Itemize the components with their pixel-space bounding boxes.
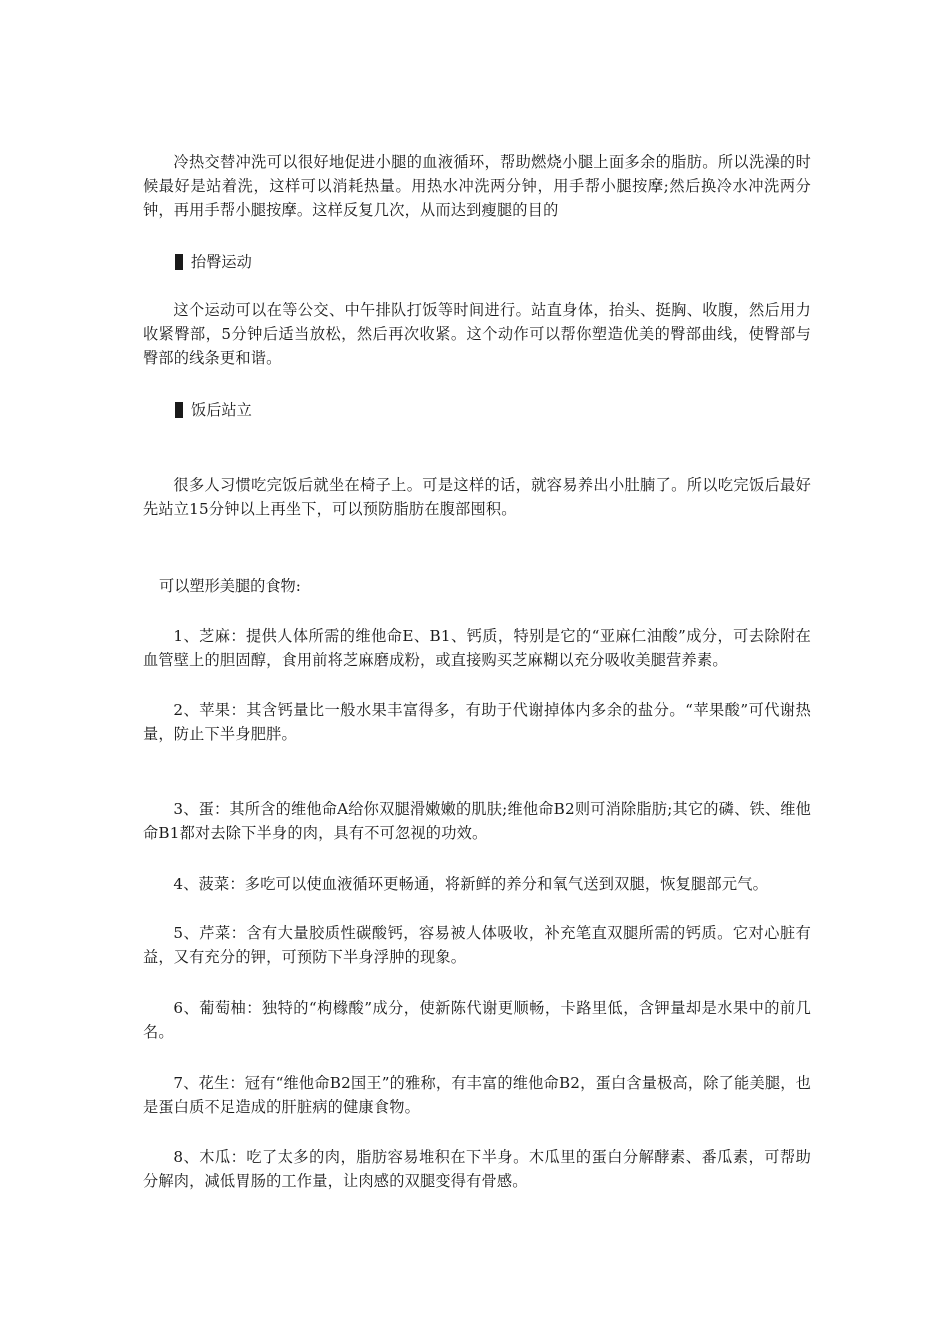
food-item-egg: 3、蛋：其所含的维他命A给你双腿滑嫩嫩的肌肤;维他命B2则可消除脂肪;其它的磷、铁、维他命B1都对去除下半身的肉，具有不可忽视的功效。 <box>143 800 812 842</box>
paragraph-hip-lift: 这个运动可以在等公交、中午排队打饭等时间进行。站直身体，抬头、挺胸、收腹，然后用力收紧臀部，5分钟后适当放松，然后再次收紧。这个动作可以帮你塑造优美的臀部曲线，使臀部与臀部的线条更和谐。 <box>143 301 811 367</box>
bullet-bar-icon <box>175 254 183 270</box>
food-item-apple: 2、苹果：其含钙量比一般水果丰富得多，有助于代谢掉体内多余的盐分。“苹果酸”可代谢热量，防止下半身肥胖。 <box>143 701 811 743</box>
section-heading-hip-lift <box>175 250 252 274</box>
food-item-spinach: 4、菠菜：多吃可以使血液循环更畅通，将新鲜的养分和氧气送到双腿，恢复腿部元气。 <box>173 875 768 893</box>
food-item-papaya: 8、木瓜：吃了太多的肉，脂肪容易堆积在下半身。木瓜里的蛋白分解酵素、番瓜素，可帮助分解肉，减低胃肠的工作量，让肉感的双腿变得有骨感。 <box>143 1148 811 1190</box>
section-heading-stand-after-meal <box>175 398 252 422</box>
food-item-sesame: 1、芝麻：提供人体所需的维他命E、B1、钙质，特别是它的“亚麻仁油酸”成分，可去除附在血管壁上的胆固醇，食用前将芝麻磨成粉，或直接购买芝麻糊以充分吸收美腿营养素。 <box>143 627 811 669</box>
paragraph-stand-after-meal: 很多人习惯吃完饭后就坐在椅子上。可是这样的话，就容易养出小肚腩了。所以吃完饭后最好先站立15分钟以上再坐下，可以预防脂肪在腹部囤积。 <box>143 476 811 518</box>
paragraph-hot-cold-shower: 冷热交替冲洗可以很好地促进小腿的血液循环，帮助燃烧小腿上面多余的脂肪。所以洗澡的时候最好是站着洗，这样可以消耗热量。用热水冲洗两分钟，用手帮小腿按摩;然后换冷水冲洗两分钟，再用手帮小腿按摩。这样反复几次，从而达到瘦腿的目的 <box>143 153 811 219</box>
bullet-bar-icon <box>175 402 183 418</box>
foods-list-label: 可以塑形美腿的食物: <box>159 577 301 595</box>
food-item-celery: 5、芹菜：含有大量胶质性碳酸钙，容易被人体吸收，补充笔直双腿所需的钙质。它对心脏有益，又有充分的钾，可预防下半身浮肿的现象。 <box>143 924 811 966</box>
section-heading-text: 饭后站立 <box>191 401 252 419</box>
section-heading-text: 抬臀运动 <box>191 253 252 271</box>
food-item-peanut: 7、花生：冠有“维他命B2国王”的雅称，有丰富的维他命B2，蛋白含量极高，除了能美腿，也是蛋白质不足造成的肝脏病的健康食物。 <box>143 1074 811 1116</box>
food-item-grapefruit: 6、葡萄柚：独特的“枸橼酸”成分，使新陈代谢更顺畅，卡路里低，含钾量却是水果中的前几名。 <box>143 999 811 1041</box>
